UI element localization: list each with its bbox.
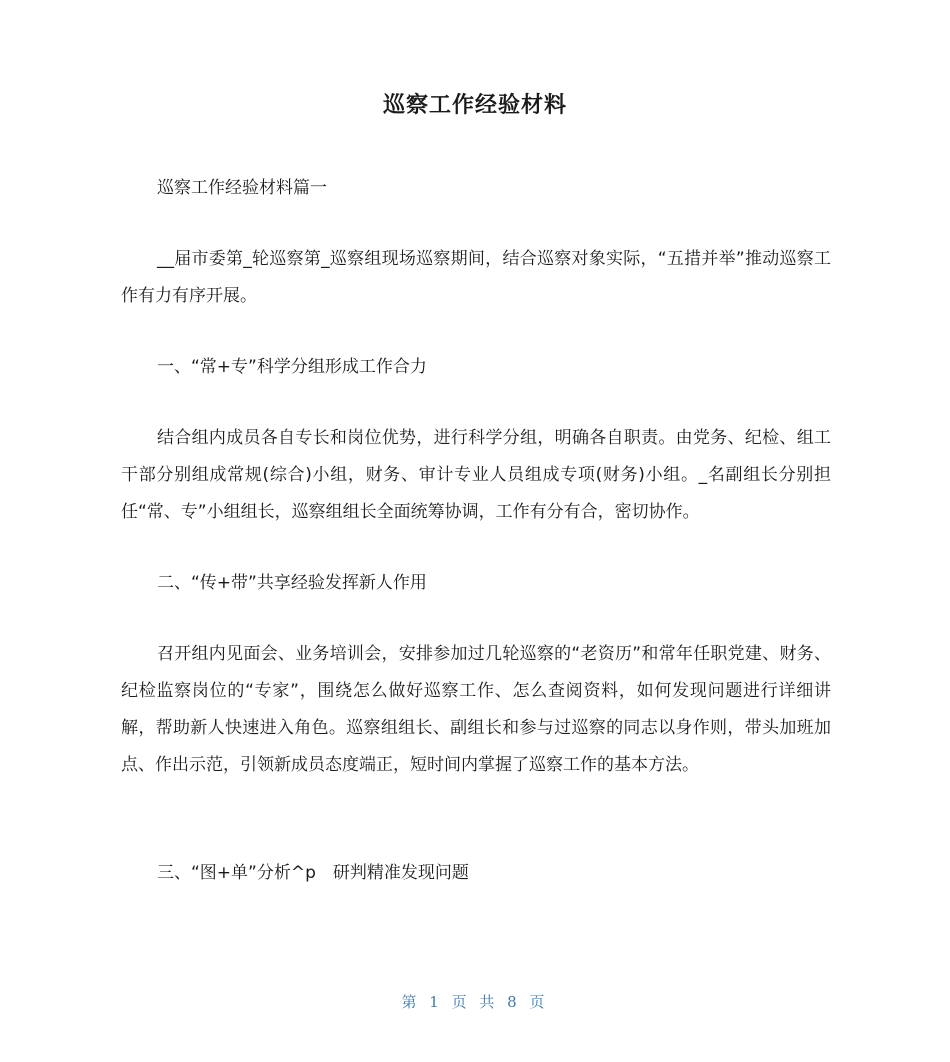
page-number-footer: 第 1 页 共 8 页 <box>401 993 549 1011</box>
paragraph-intro: __届市委第_轮巡察第_巡察组现场巡察期间，结合巡察对象实际，“五措并举”推动巡察工作有力有序开展。 <box>121 249 831 306</box>
paragraph-subtitle: 巡察工作经验材料篇一 <box>157 178 327 198</box>
paragraph-section-2: 召开组内见面会、业务培训会，安排参加过几轮巡察的“老资历”和常年任职党建、财务、纪检监察岗位的“专家”，围绕怎么做好巡察工作、怎么查阅资料，如何发现问题进行详细讲解，帮助新人快速进入角色。巡察组组长、副组长和参与过巡察的同志以身作则，带头加班加点、作出示范，引领新成员态度端正，短时间内掌握了巡察工作的基本方法。 <box>121 644 831 775</box>
section-heading-2: 二、“传+带”共享经验发挥新人作用 <box>157 573 427 593</box>
document-title: 巡察工作经验材料 <box>382 93 567 118</box>
section-heading-3: 三、“图+单”分析^p 研判精准发现问题 <box>157 863 469 883</box>
paragraph-section-1: 结合组内成员各自专长和岗位优势，进行科学分组，明确各自职责。由党务、纪检、组工干部分别组成常规(综合)小组，财务、审计专业人员组成专项(财务)小组。_名副组长分别担任“常、专”小组组长，巡察组组长全面统筹协调，工作有分有合，密切协作。 <box>121 428 831 522</box>
section-heading-1: 一、“常+专”科学分组形成工作合力 <box>157 357 427 377</box>
